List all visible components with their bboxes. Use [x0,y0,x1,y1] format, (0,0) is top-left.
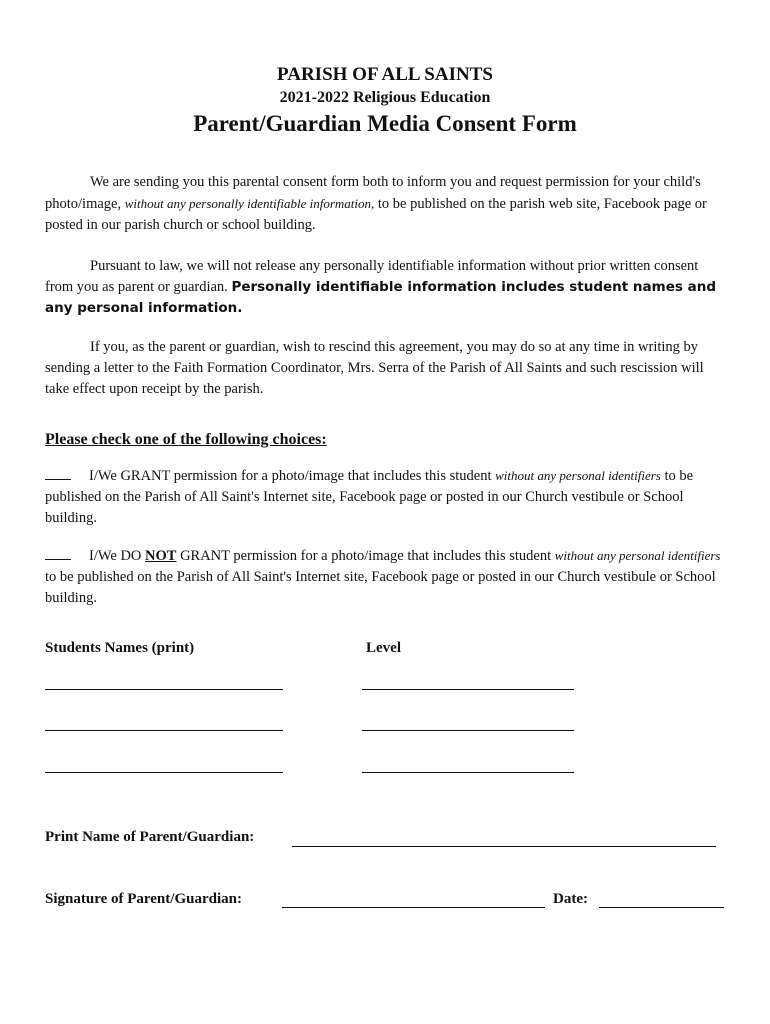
student-name-line-2[interactable] [45,730,283,731]
print-name-label: Print Name of Parent/Guardian: [45,829,255,845]
date-line[interactable] [599,907,724,908]
form-title: Parent/Guardian Media Consent Form [193,111,577,136]
intro-italic: without any personally identifiable information, [124,196,375,211]
privacy-paragraph: Pursuant to law, we will not release any personally identifiable information without prior written consent from you as parent or guardian. Personally identifiable information includes student names and any personal information. [45,258,717,316]
rescind-paragraph: If you, as the parent or guardian, wish to rescind this agreement, you may do so at any time in writing by sending a letter to the Faith Formation Coordinator, Mrs. Serra of the Parish of All Saints and such rescission will take effect upon receipt by the parish. [45,339,704,397]
print-name-line[interactable] [292,846,716,847]
grant-choice: I/We GRANT permission for a photo/image that includes this student without any personal identifiers to be published on the Parish of All Saint's Internet site, Facebook page or posted in our Church vestibule or School building. [45,468,694,526]
intro-paragraph: We are sending you this parental consent form both to inform you and request permission for your child's photo/image, without any personally identifiable information, to be published on the parish web site, Facebook page or posted in our parish church or school building. [45,174,707,233]
level-label: Level [366,640,401,656]
deny-choice: I/We DO NOT GRANT permission for a photo/image that includes this student without any personal identifiers to be published on the Parish of All Saint's Internet site, Facebook page or posted in our Church vestibule or School building. [45,548,721,606]
level-line-3[interactable] [362,772,574,773]
student-name-line-3[interactable] [45,772,283,773]
privacy-bold-note: Personally identifiable information includes student names and any personal information. [45,279,717,316]
level-line-1[interactable] [362,689,574,690]
level-line-2[interactable] [362,730,574,731]
not-emphasis: NOT [145,548,177,564]
parish-name: PARISH OF ALL SAINTS [277,64,493,85]
choices-heading: Please check one of the following choices: [45,431,327,448]
date-label: Date: [553,891,588,907]
signature-label: Signature of Parent/Guardian: [45,891,242,907]
signature-line[interactable] [282,907,545,908]
program-subtitle: 2021-2022 Religious Education [279,89,491,106]
student-name-line-1[interactable] [45,689,283,690]
deny-check-blank[interactable] [45,547,71,560]
student-names-label: Students Names (print) [45,640,195,656]
grant-check-blank[interactable] [45,467,71,480]
